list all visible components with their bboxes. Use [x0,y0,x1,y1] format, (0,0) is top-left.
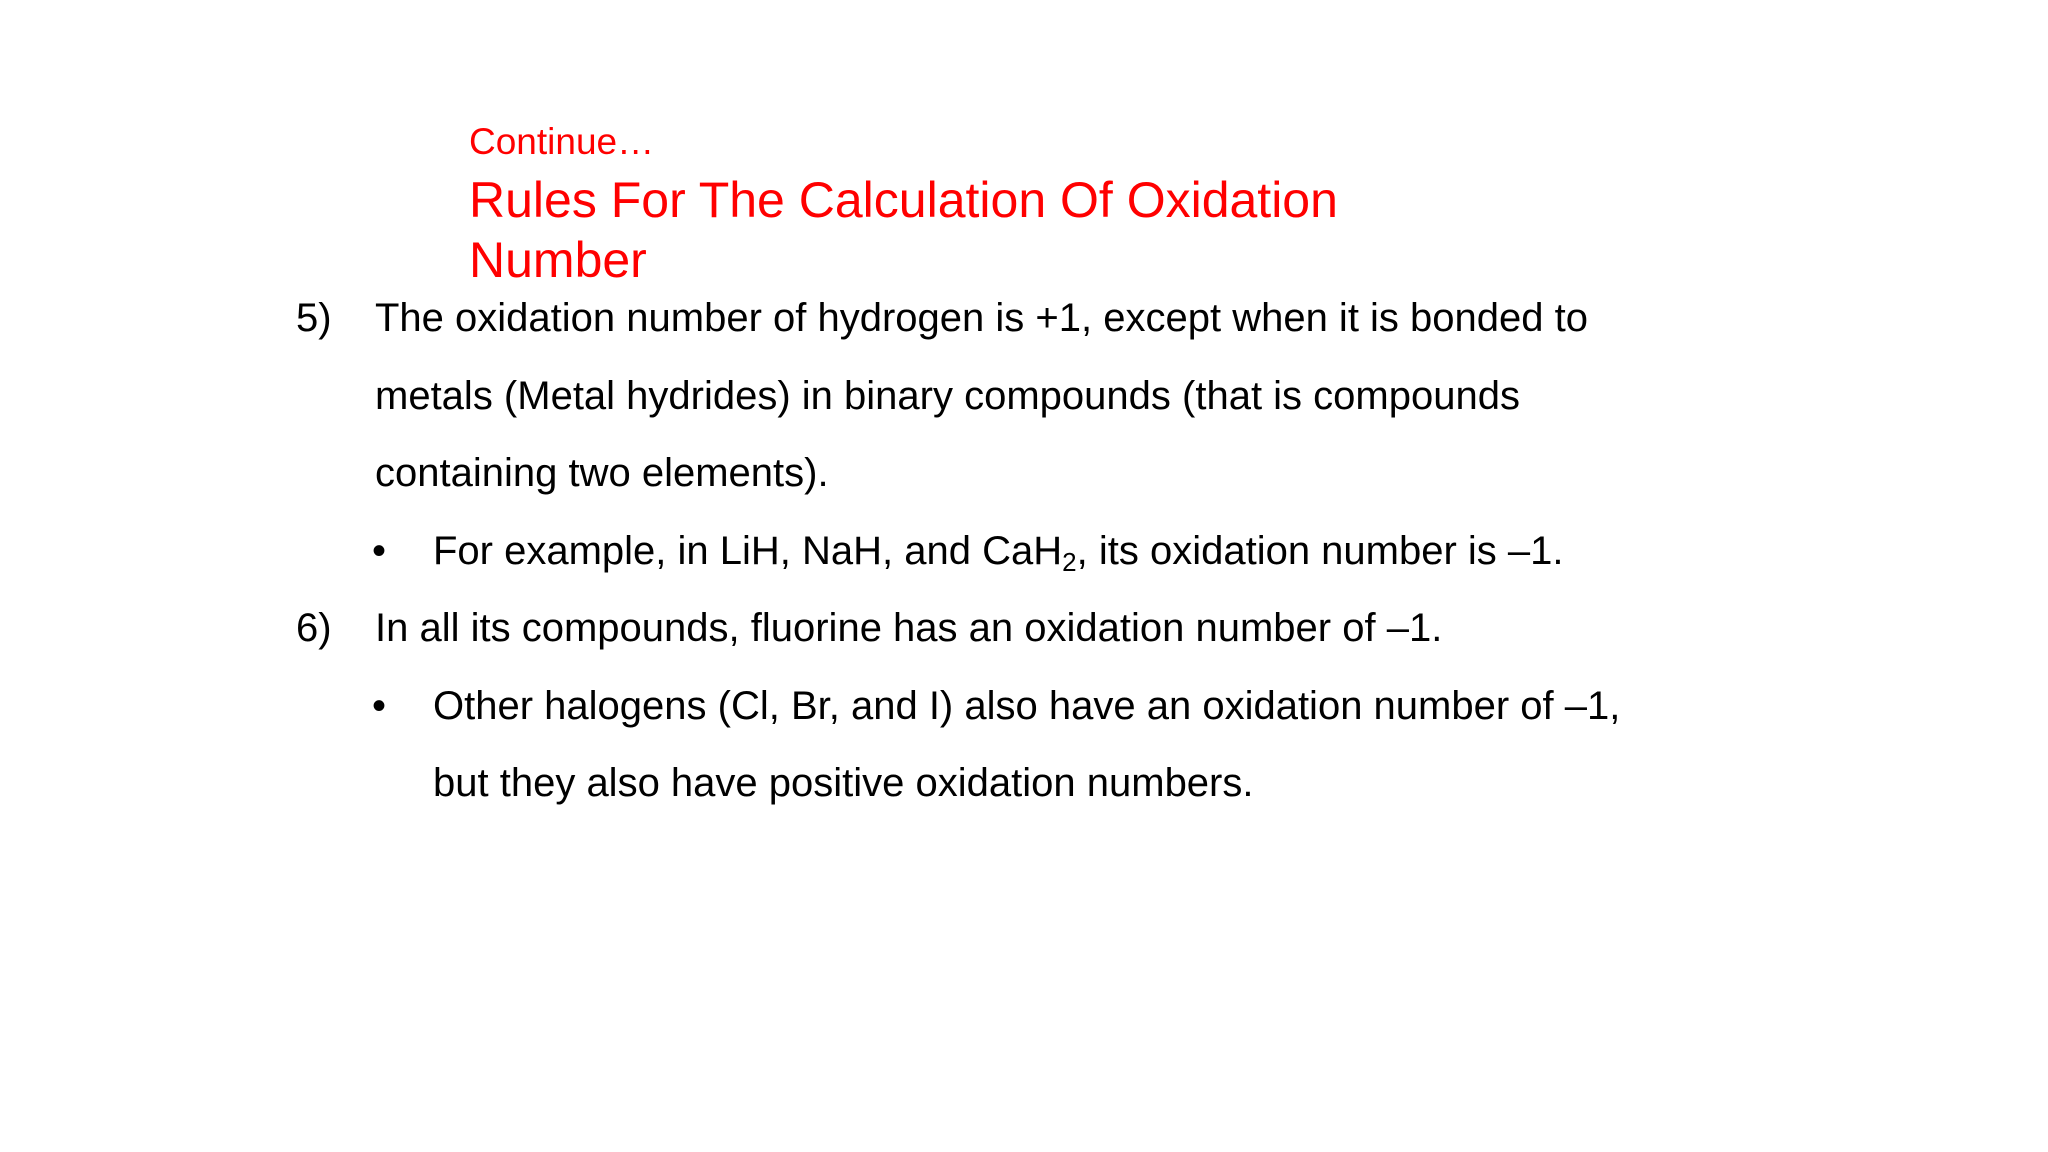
rule-5-example [296,513,1756,591]
rule-number: 6) [296,606,332,650]
slide-title-line-1: Rules For The Calculation Of Oxidation [469,172,1338,228]
rule-item-6 [296,590,1756,668]
slide-title [469,170,1569,290]
rule-text-line: The oxidation number of hydrogen is +1, except when it is bonded to [375,296,1588,340]
rule-text-line: metals (Metal hydrides) in binary compounds (that is compounds [375,373,1520,418]
rule-text-line: containing two elements). [375,451,829,495]
subscript: 2 [1062,546,1077,577]
bullet-icon: • [372,528,387,573]
rule-item-5 [296,280,1756,513]
example-text-after: , its oxidation number is –1. [1076,528,1564,573]
rule-text-line: In all its compounds, fluorine has an oxidation number of –1. [375,606,1443,650]
note-text-line: but they also have positive oxidation numbers. [433,761,1254,805]
bullet-icon: • [372,683,387,728]
note-text-line: Other halogens (Cl, Br, and I) also have an oxidation number of –1, [433,683,1621,728]
rule-number: 5) [296,296,332,340]
slide-title-line-2: Number [469,232,647,288]
rules-list [296,280,1756,823]
example-text-before: For example, in LiH, NaH, and CaH [433,528,1063,573]
slide-header [469,118,1569,290]
continue-label: Continue… [469,121,655,162]
rule-6-note [296,668,1756,823]
